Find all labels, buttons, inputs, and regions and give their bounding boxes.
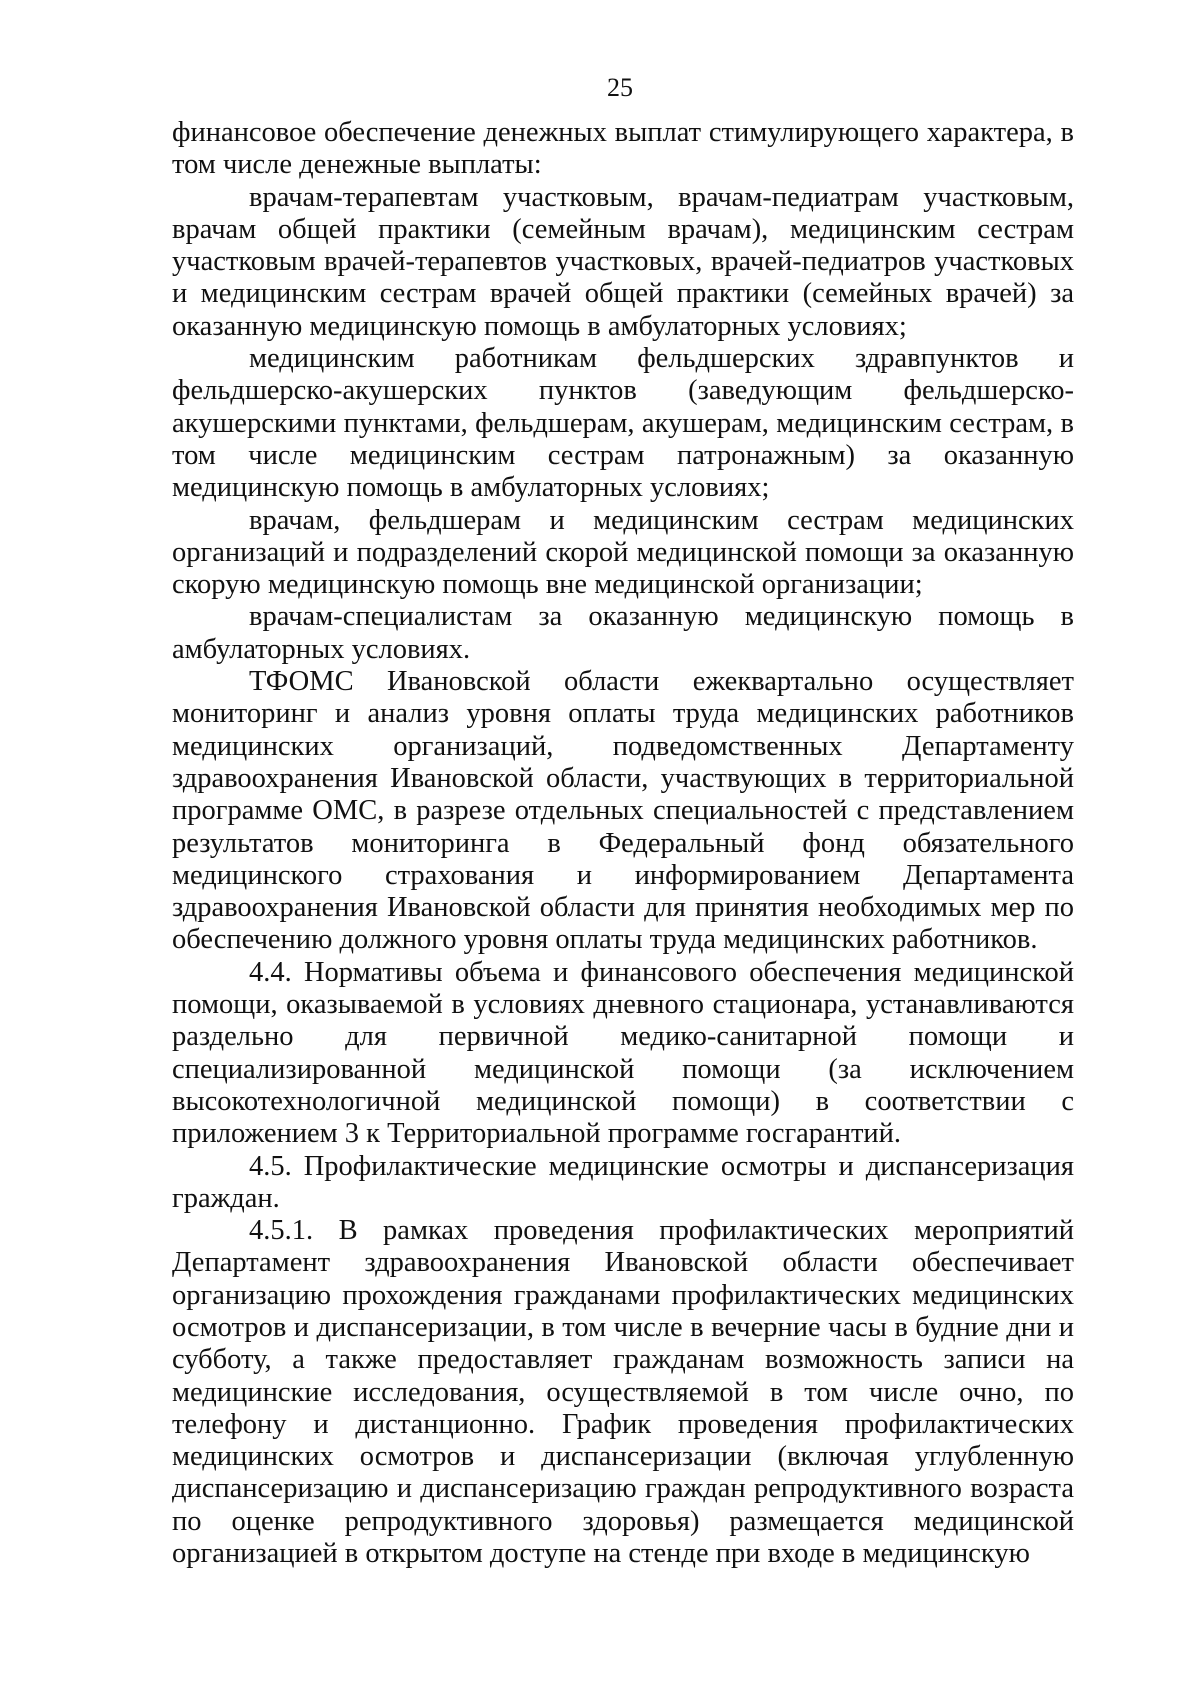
paragraph-section-4-5: 4.5. Профилактические медицинские осмотры и диспансеризация граждан. — [172, 1150, 1074, 1214]
paragraph-specialists: врачам-специалистам за оказанную медицинскую помощь в амбулаторных условиях. — [172, 601, 1074, 665]
paragraph-feldsher-points: медицинским работникам фельдшерских здравпунктов и фельдшерско-акушерских пунктов (заведующим фельдшерско-акушерскими пунктами, фельдшерам, акушерам, медицинским сестрам, в том числе медицинским сестрам патронажным) за оказанную медицинскую помощь в амбулаторных условиях; — [172, 343, 1074, 504]
paragraph-section-4-4: 4.4. Нормативы объема и финансового обеспечения медицинской помощи, оказываемой в условиях дневного стационара, устанавливаются раздельно для первичной медико-санитарной помощи и специализированной медицинской помощи (за исключением высокотехнологичной медицинской помощи) в соответствии с приложением 3 к Территориальной программе госгарантий. — [172, 956, 1074, 1150]
paragraph-section-4-5-1: 4.5.1. В рамках проведения профилактических мероприятий Департамент здравоохранения Ивановской области обеспечивает организацию прохождения гражданами профилактических медицинских осмотров и диспансеризации, в том числе в вечерние часы в будние дни и субботу, а также предоставляет гражданам возможность записи на медицинские исследования, осуществляемой в том числе очно, по телефону и дистанционно. График проведения профилактических медицинских осмотров и диспансеризации (включая углубленную диспансеризацию и диспансеризацию граждан репродуктивного возраста по оценке репродуктивного здоровья) размещается медицинской организацией в открытом доступе на стенде при входе в медицинскую — [172, 1215, 1074, 1570]
paragraph-tfoms-monitoring: ТФОМС Ивановской области ежеквартально осуществляет мониторинг и анализ уровня оплаты труда медицинских работников медицинских организаций, подведомственных Департаменту здравоохранения Ивановской области, участвующих в территориальной программе ОМС, в разрезе отдельных специальностей с представлением результатов мониторинга в Федеральный фонд обязательного медицинского страхования и информированием Департамента здравоохранения Ивановской области для принятия необходимых мер по обеспечению должного уровня оплаты труда медицинских работников. — [172, 666, 1074, 956]
page-number: 25 — [607, 73, 633, 102]
document-body — [172, 117, 1074, 1570]
paragraph-therapists: врачам-терапевтам участковым, врачам-педиатрам участковым, врачам общей практики (семейным врачам), медицинским сестрам участковым врачей-терапевтов участковых, врачей-педиатров участковых и медицинским сестрам врачей общей практики (семейных врачей) за оказанную медицинскую помощь в амбулаторных условиях; — [172, 181, 1074, 342]
paragraph-ambulance: врачам, фельдшерам и медицинским сестрам медицинских организаций и подразделений скорой медицинской помощи за оказанную скорую медицинскую помощь вне медицинской организации; — [172, 504, 1074, 601]
paragraph-intro: финансовое обеспечение денежных выплат стимулирующего характера, в том числе денежные выплаты: — [172, 117, 1074, 181]
